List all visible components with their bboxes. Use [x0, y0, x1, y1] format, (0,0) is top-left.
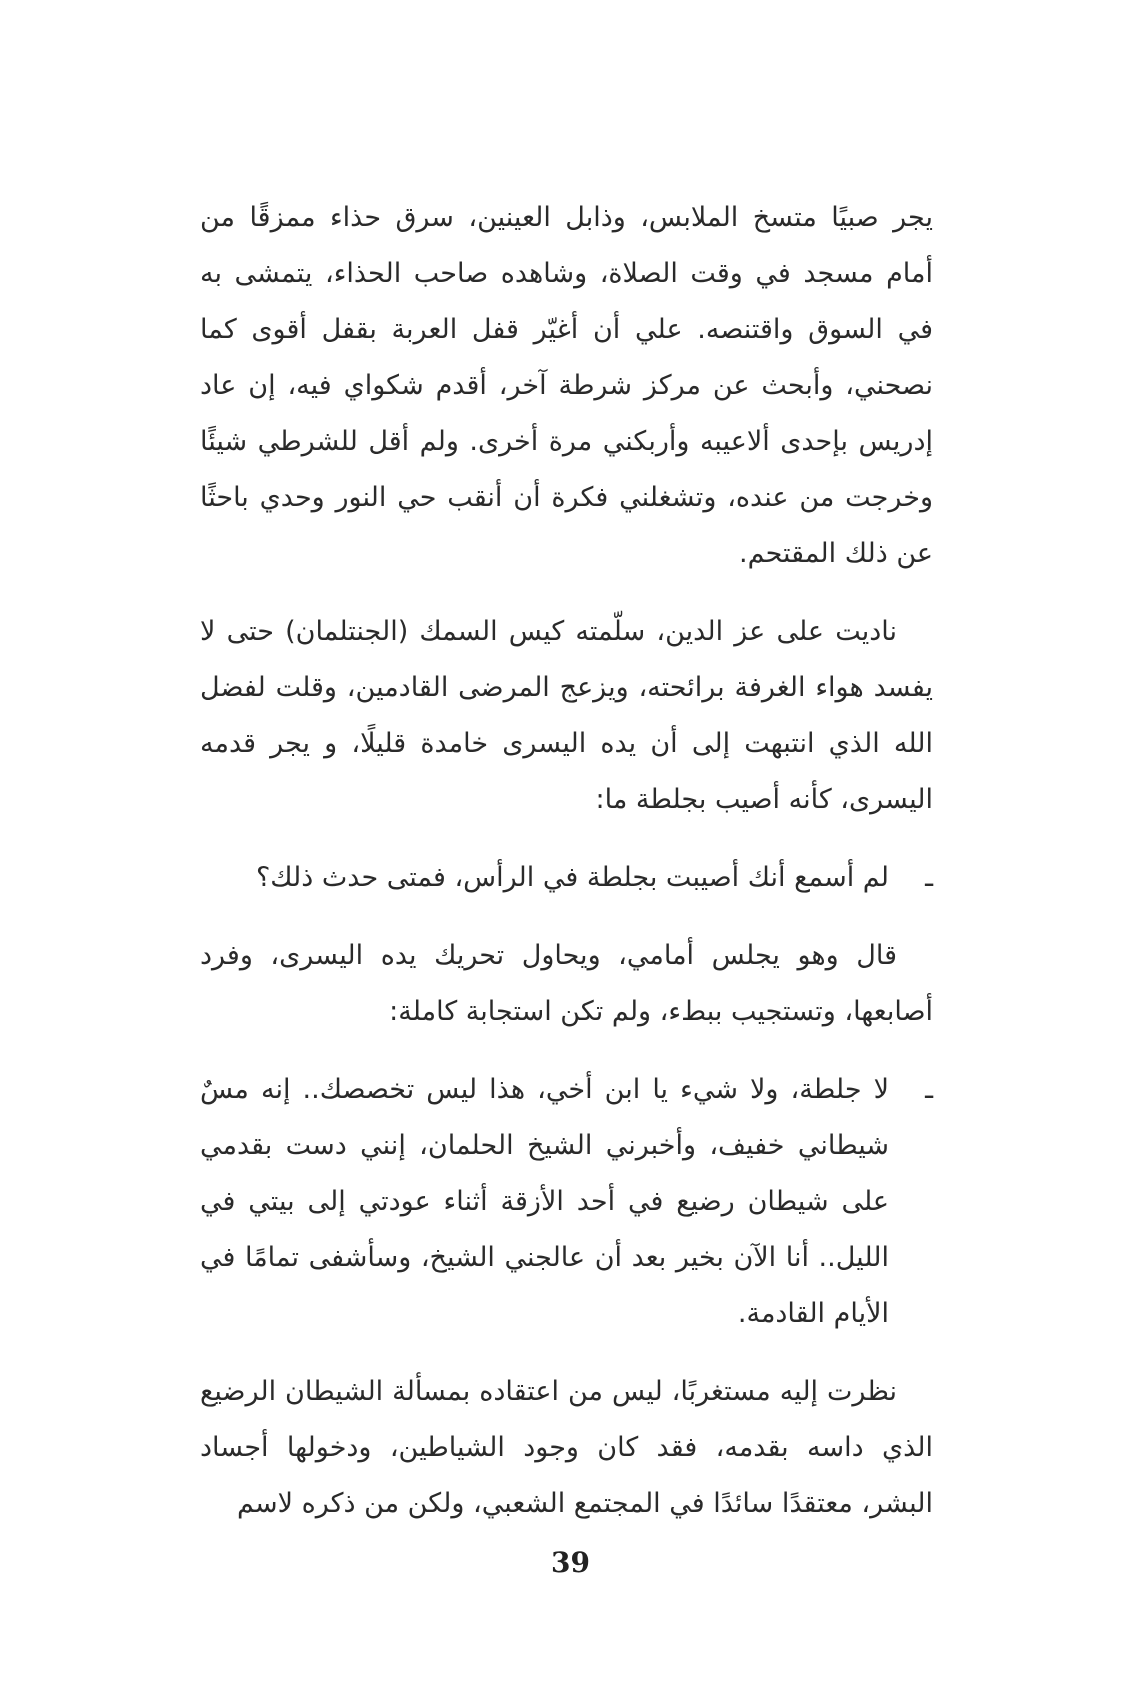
dialogue-line-1	[200, 850, 933, 906]
body-text	[200, 190, 933, 1532]
paragraph-2: ناديت على عز الدين، سلّمته كيس السمك (الجنتلمان) حتى لا يفسد هواء الغرفة برائحته، ويزعج المرضى القادمين، وقلت لفضل الله الذي انتبهت إلى أن يده اليسرى خامدة قليلًا، و يجر قدمه اليسرى، كأنه أصيب بجلطة ما:	[200, 616, 933, 815]
dialogue-dash: ـ	[925, 862, 933, 893]
paragraph-4: نظرت إليه مستغربًا، ليس من اعتقاده بمسألة الشيطان الرضيع الذي داسه بقدمه، فقد كان وجود الشياطين، ودخولها أجساد البشر، معتقدًا سائدًا في المجتمع الشعبي، ولكن من ذكره لاسم	[200, 1376, 933, 1519]
paragraph-3: قال وهو يجلس أمامي، ويحاول تحريك يده اليسرى، وفرد أصابعها، وتستجيب ببطء، ولم تكن استجابة كاملة:	[200, 940, 933, 1027]
dialogue-dash: ـ	[925, 1074, 933, 1105]
paragraph-1: يجر صبيًا متسخ الملابس، وذابل العينين، سرق حذاء ممزقًا من أمام مسجد في وقت الصلاة، وشاهده صاحب الحذاء، يتمشى به في السوق واقتنصه. علي أن أغيّر قفل العربة بقفل أقوى كما نصحني، وأبحث عن مركز شرطة آخر، أقدم شكواي فيه، إن عاد إدريس بإحدى ألاعيبه وأربكني مرة أخرى. ولم أقل للشرطي شيئًا وخرجت من عنده، وتشغلني فكرة أن أنقب حي النور وحدي باحثًا عن ذلك المقتحم.	[200, 202, 933, 569]
dialogue-text-2: لا جلطة، ولا شيء يا ابن أخي، هذا ليس تخصصك.. إنه مسٌ شيطاني خفيف، وأخبرني الشيخ الحلمان، إنني دست بقدمي على شيطان رضيع في أحد الأزقة أثناء عودتي إلى بيتي في الليل.. أنا الآن بخير بعد أن عالجني الشيخ، وسأشفى تمامًا في الأيام القادمة.	[200, 1074, 889, 1329]
dialogue-text-1: لم أسمع أنك أصيبت بجلطة في الرأس، فمتى حدث ذلك؟	[255, 862, 889, 893]
page-number: 39	[551, 1546, 590, 1579]
dialogue-line-2	[200, 1062, 933, 1342]
